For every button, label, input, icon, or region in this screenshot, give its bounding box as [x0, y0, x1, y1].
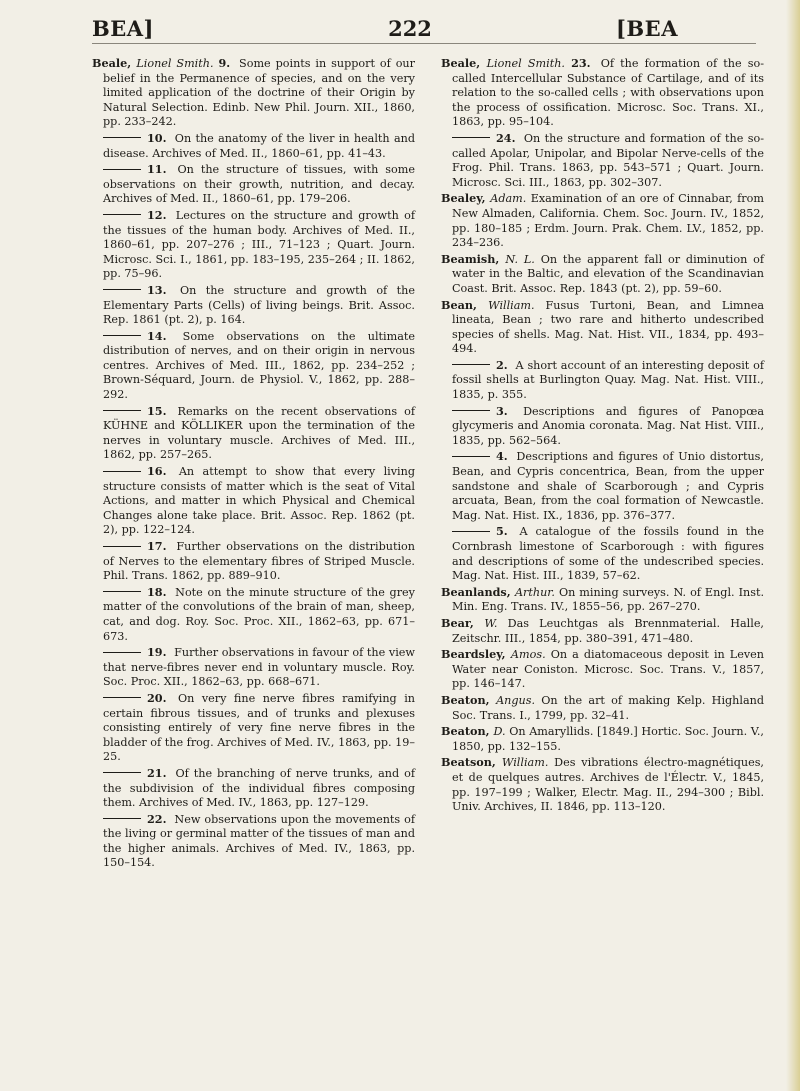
entry-text: Remarks on the recent observations of KÜHNE and KÖLLIKER upon the termination of the nerves in voluntary muscle. Archives of Med. III., 1862, pp. 257–265. — [103, 404, 415, 462]
entry-number: 22. — [147, 811, 167, 826]
entry-text: On the art of making Kelp. Highland Soc. Trans. I., 1799, pp. 32–41. — [452, 693, 764, 722]
bibliography-entry — [92, 766, 415, 811]
entry-given-name: William. — [488, 298, 546, 312]
bibliography-entry — [92, 208, 415, 282]
entry-text: Des vibrations électro-magnétiques, et de quelques autres. Archives de l'Électr. V., 1845, pp. 197–199 ; Walker, Electr. Mag. II., 294–300 ; Bibl. Univ. Archives, II. 1846, pp. 113–120. — [452, 756, 764, 814]
left-column — [92, 56, 415, 872]
bibliography-entry — [92, 691, 415, 765]
entry-text: Descriptions and figures of Unio distortus, Bean, and Cypris concentrica, Bean, from the upper sandstone and shale of Scarborough ; and Cypris arcuata, Bean, from the coal formation of Newcastle. Mag. Nat. Hist. IX., 1836, pp. 376–377. — [452, 450, 764, 522]
entry-given-name: Amos. — [510, 648, 551, 662]
entry-text: Further observations on the distribution of Nerves to the elementary fibres of Striped Muscle. Phil. Trans. 1862, pp. 889–910. — [103, 540, 415, 583]
bibliography-entry — [441, 647, 764, 692]
entry-text: On very fine nerve fibres ramifying in certain fibrous tissues, and of trunks and plexuses consisting entirely of very fine nerve fibres in the bladder of the frog. Archives of Med. IV., 1863, pp. 19–25. — [103, 691, 415, 764]
entry-number: 19. — [147, 645, 167, 660]
entry-text: Fusus Turtoni, Bean, and Limnea lineata, Bean ; two rare and hitherto undescribed species of shells. Mag. Nat. Hist. VII., 1834, pp. 493–494. — [452, 298, 764, 356]
entry-given-name: Lionel Smith. — [486, 57, 572, 70]
entry-author: Beardsley, — [441, 647, 511, 662]
entry-given-name: William. — [501, 756, 555, 770]
entry-text: On the structure and growth of the Elementary Parts (Cells) of living beings. Brit. Assoc. Rep. 1861 (pt. 2), p. 164. — [103, 283, 415, 327]
bibliography-entry — [441, 585, 764, 615]
entry-author: Bean, — [441, 297, 489, 312]
entry-text: Lectures on the structure and growth of the tissues of the human body. Archives of Med. II., 1860–61, pp. 207–276 ; III., 71–123 ; Quart. Journ. Microsc. Sci. I., 1861, pp. 183–195, 235–264 ; II. 1862, pp. 75–96. — [103, 208, 415, 281]
bibliography-entry — [441, 298, 764, 357]
entry-number: 10. — [147, 130, 167, 145]
bibliography-entry — [441, 755, 764, 814]
entry-text: Examination of an ore of Cinnabar, from New Almaden, California. Chem. Soc. Journ. IV., 1852, pp. 180–185 ; Erdm. Journ. Prak. Chem. LV., 1852, pp. 234–236. — [452, 192, 764, 250]
ditto-dash — [103, 410, 141, 411]
ditto-dash — [103, 591, 141, 592]
entry-text: Descriptions and figures of Panopœa glycymeris and Anomia coronata. Mag. Nat Hist. VIII., 1835, pp. 562–564. — [452, 404, 764, 447]
bibliography-entry — [441, 252, 764, 297]
entry-author: Beaton, — [441, 692, 497, 707]
entry-number: 15. — [147, 403, 167, 418]
entry-text: A short account of an interesting deposit of fossil shells at Burlington Quay. Mag. Nat. Hist. VIII., 1835, p. 355. — [452, 358, 764, 402]
entry-text: On the structure and formation of the so-called Apolar, Unipolar, and Bipolar Nerve-cells of the Frog. Phil. Trans. 1863, pp. 543–571 ; Quart. Journ. Microsc. Sci. III., 1863, pp. 302–307. — [452, 131, 764, 189]
ditto-dash — [103, 137, 141, 138]
bibliography-entry — [441, 131, 764, 190]
entry-number: 24. — [496, 130, 516, 145]
bibliography-entry — [92, 539, 415, 584]
bibliography-entry — [92, 131, 415, 161]
entry-text: Some observations on the ultimate distribution of nerves, and on their origin in nervous centres. Archives of Med. III., 1862, pp. 234–252 ; Brown-Séquard, Journ. de Physiol. V., 1862, pp. 288–292. — [103, 329, 415, 402]
entry-author: Beale, — [92, 56, 137, 70]
ditto-dash — [103, 818, 141, 819]
page-number: 222 — [388, 16, 432, 41]
ditto-dash — [103, 772, 141, 773]
entry-number: 12. — [147, 207, 167, 222]
bibliography-entry — [441, 191, 764, 250]
bibliography-entry — [92, 162, 415, 207]
entry-author: Beale, — [441, 56, 487, 70]
ditto-dash — [103, 335, 141, 336]
entry-text: On the apparent fall or diminution of water in the Baltic, and elevation of the Scandinavian Coast. Brit. Assoc. Rep. 1843 (pt. 2), pp. 59–60. — [452, 252, 764, 295]
entry-text: Das Leuchtgas als Brennmaterial. Halle, Zeitschr. III., 1854, pp. 380–391, 471–480. — [452, 616, 764, 645]
bibliography-entry — [92, 585, 415, 644]
entry-given-name: D. — [493, 725, 510, 739]
entry-given-name: Arthur. — [514, 585, 559, 599]
entry-text: New observations upon the movements of the living or germinal matter of the tissues of man and the higher animals. Archives of Med. IV., 1863, pp. 150–154. — [103, 812, 415, 870]
entry-text: On a diatomaceous deposit in Leven Water near Coniston. Microsc. Soc. Trans. V., 1857, pp. 146–147. — [452, 648, 764, 691]
bibliography-entry — [92, 283, 415, 328]
ditto-dash — [452, 410, 490, 411]
entry-text: Of the branching of nerve trunks, and of the subdivision of the individual fibres composing them. Archives of Med. IV., 1863, pp. 127–129. — [103, 766, 415, 810]
entry-text: A catalogue of the fossils found in the Cornbrash limestone of Scarborough : with figures and descriptions of some of the undescribed species. Mag. Nat. Hist. III., 1839, 57–62. — [452, 525, 764, 583]
entry-author: Bear, — [441, 615, 485, 630]
running-head-left: BEA] — [92, 16, 154, 41]
entry-given-name: N. L. — [505, 252, 541, 266]
entry-given-name: Angus. — [496, 693, 542, 707]
running-head-right: [BEA — [616, 16, 678, 41]
entry-text: Note on the minute structure of the grey matter of the convolutions of the brain of man, sheep, cat, and dog. Roy. Soc. Proc. XII., 1862–63, pp. 671–673. — [103, 585, 415, 643]
entry-number: 21. — [147, 765, 167, 780]
ditto-dash — [103, 652, 141, 653]
entry-number: 14. — [147, 328, 167, 343]
entry-number: 4. — [496, 449, 508, 464]
entry-text: On the structure of tissues, with some observations on their growth, nutrition, and decay. Archives of Med. II., 1860–61, pp. 179–206. — [103, 163, 415, 206]
entry-text: Some points in support of our belief in the Permanence of species, and on the very limited application of the doctrine of their Origin by Natural Selection. Edinb. New Phil. Journ. XII., 1860, pp. 233–242. — [103, 57, 415, 129]
page-header — [0, 12, 800, 42]
entry-number: 18. — [147, 584, 167, 599]
header-rule — [92, 43, 756, 44]
ditto-dash — [452, 456, 490, 457]
entry-number: 20. — [147, 690, 167, 705]
bibliography-entry — [441, 616, 764, 646]
entry-number: 13. — [147, 282, 167, 297]
ditto-dash — [103, 546, 141, 547]
entry-given-name: W. — [484, 616, 508, 630]
bibliography-entry — [441, 724, 764, 754]
entry-number: 9. — [218, 56, 231, 70]
bibliography-entry — [441, 524, 764, 583]
ditto-dash — [103, 697, 141, 698]
bibliography-entry — [441, 449, 764, 523]
bibliography-entry — [441, 56, 764, 130]
ditto-dash — [103, 169, 141, 170]
entry-given-name: Adam. — [490, 192, 531, 206]
entry-number: 5. — [496, 524, 508, 539]
bibliography-entry — [92, 645, 415, 690]
bibliography-entry — [441, 404, 764, 449]
entry-number: 16. — [147, 464, 167, 479]
entry-author: Beaton, — [441, 724, 494, 739]
entry-number: 3. — [496, 403, 508, 418]
entry-author: Beanlands, — [441, 584, 515, 599]
entry-given-name: Lionel Smith. — [136, 57, 219, 70]
entry-author: Beatson, — [441, 755, 502, 770]
ditto-dash — [103, 214, 141, 215]
ditto-dash — [103, 289, 141, 290]
ditto-dash — [103, 471, 141, 472]
bibliography-entry — [441, 358, 764, 403]
entry-number: 2. — [496, 357, 508, 372]
entry-text: On Amaryllids. [1849.] Hortic. Soc. Journ. V., 1850, pp. 132–155. — [452, 725, 764, 753]
right-column — [441, 56, 764, 816]
entry-text: On mining surveys. N. of Engl. Inst. Min. Eng. Trans. IV., 1855–56, pp. 267–270. — [452, 585, 764, 614]
entry-number: 17. — [147, 539, 167, 553]
entry-text: Further observations in favour of the view that nerve-fibres never end in voluntary muscle. Roy. Soc. Proc. XII., 1862–63, pp. 668–671. — [103, 646, 415, 689]
ditto-dash — [452, 137, 490, 138]
entry-text: Of the formation of the so-called Intercellular Substance of Cartilage, and of its relation to the so-called cells ; with observations upon the process of ossification. Microsc. Soc. Trans. XI., 1863, pp. 95–104. — [452, 57, 764, 129]
entry-author: Beamish, — [441, 251, 506, 266]
entry-author: Bealey, — [441, 191, 491, 206]
bibliography-entry — [92, 812, 415, 871]
bibliography-entry — [92, 329, 415, 403]
bibliography-entry — [92, 404, 415, 463]
ditto-dash — [452, 531, 490, 532]
entry-text: On the anatomy of the liver in health and disease. Archives of Med. II., 1860–61, pp. 41–43. — [103, 131, 415, 160]
page-edge-shading — [786, 0, 800, 1091]
entry-text: An attempt to show that every living structure consists of matter which is the seat of Vital Actions, and matter in which Physical and Chemical Changes alone take place. Brit. Assoc. Rep. 1862 (pt. 2), pp. 122–124. — [103, 465, 415, 537]
ditto-dash — [452, 364, 490, 365]
entry-number: 23. — [571, 56, 591, 70]
bibliography-entry — [92, 464, 415, 538]
bibliography-entry — [92, 56, 415, 130]
bibliography-entry — [441, 693, 764, 723]
entry-number: 11. — [147, 162, 167, 177]
